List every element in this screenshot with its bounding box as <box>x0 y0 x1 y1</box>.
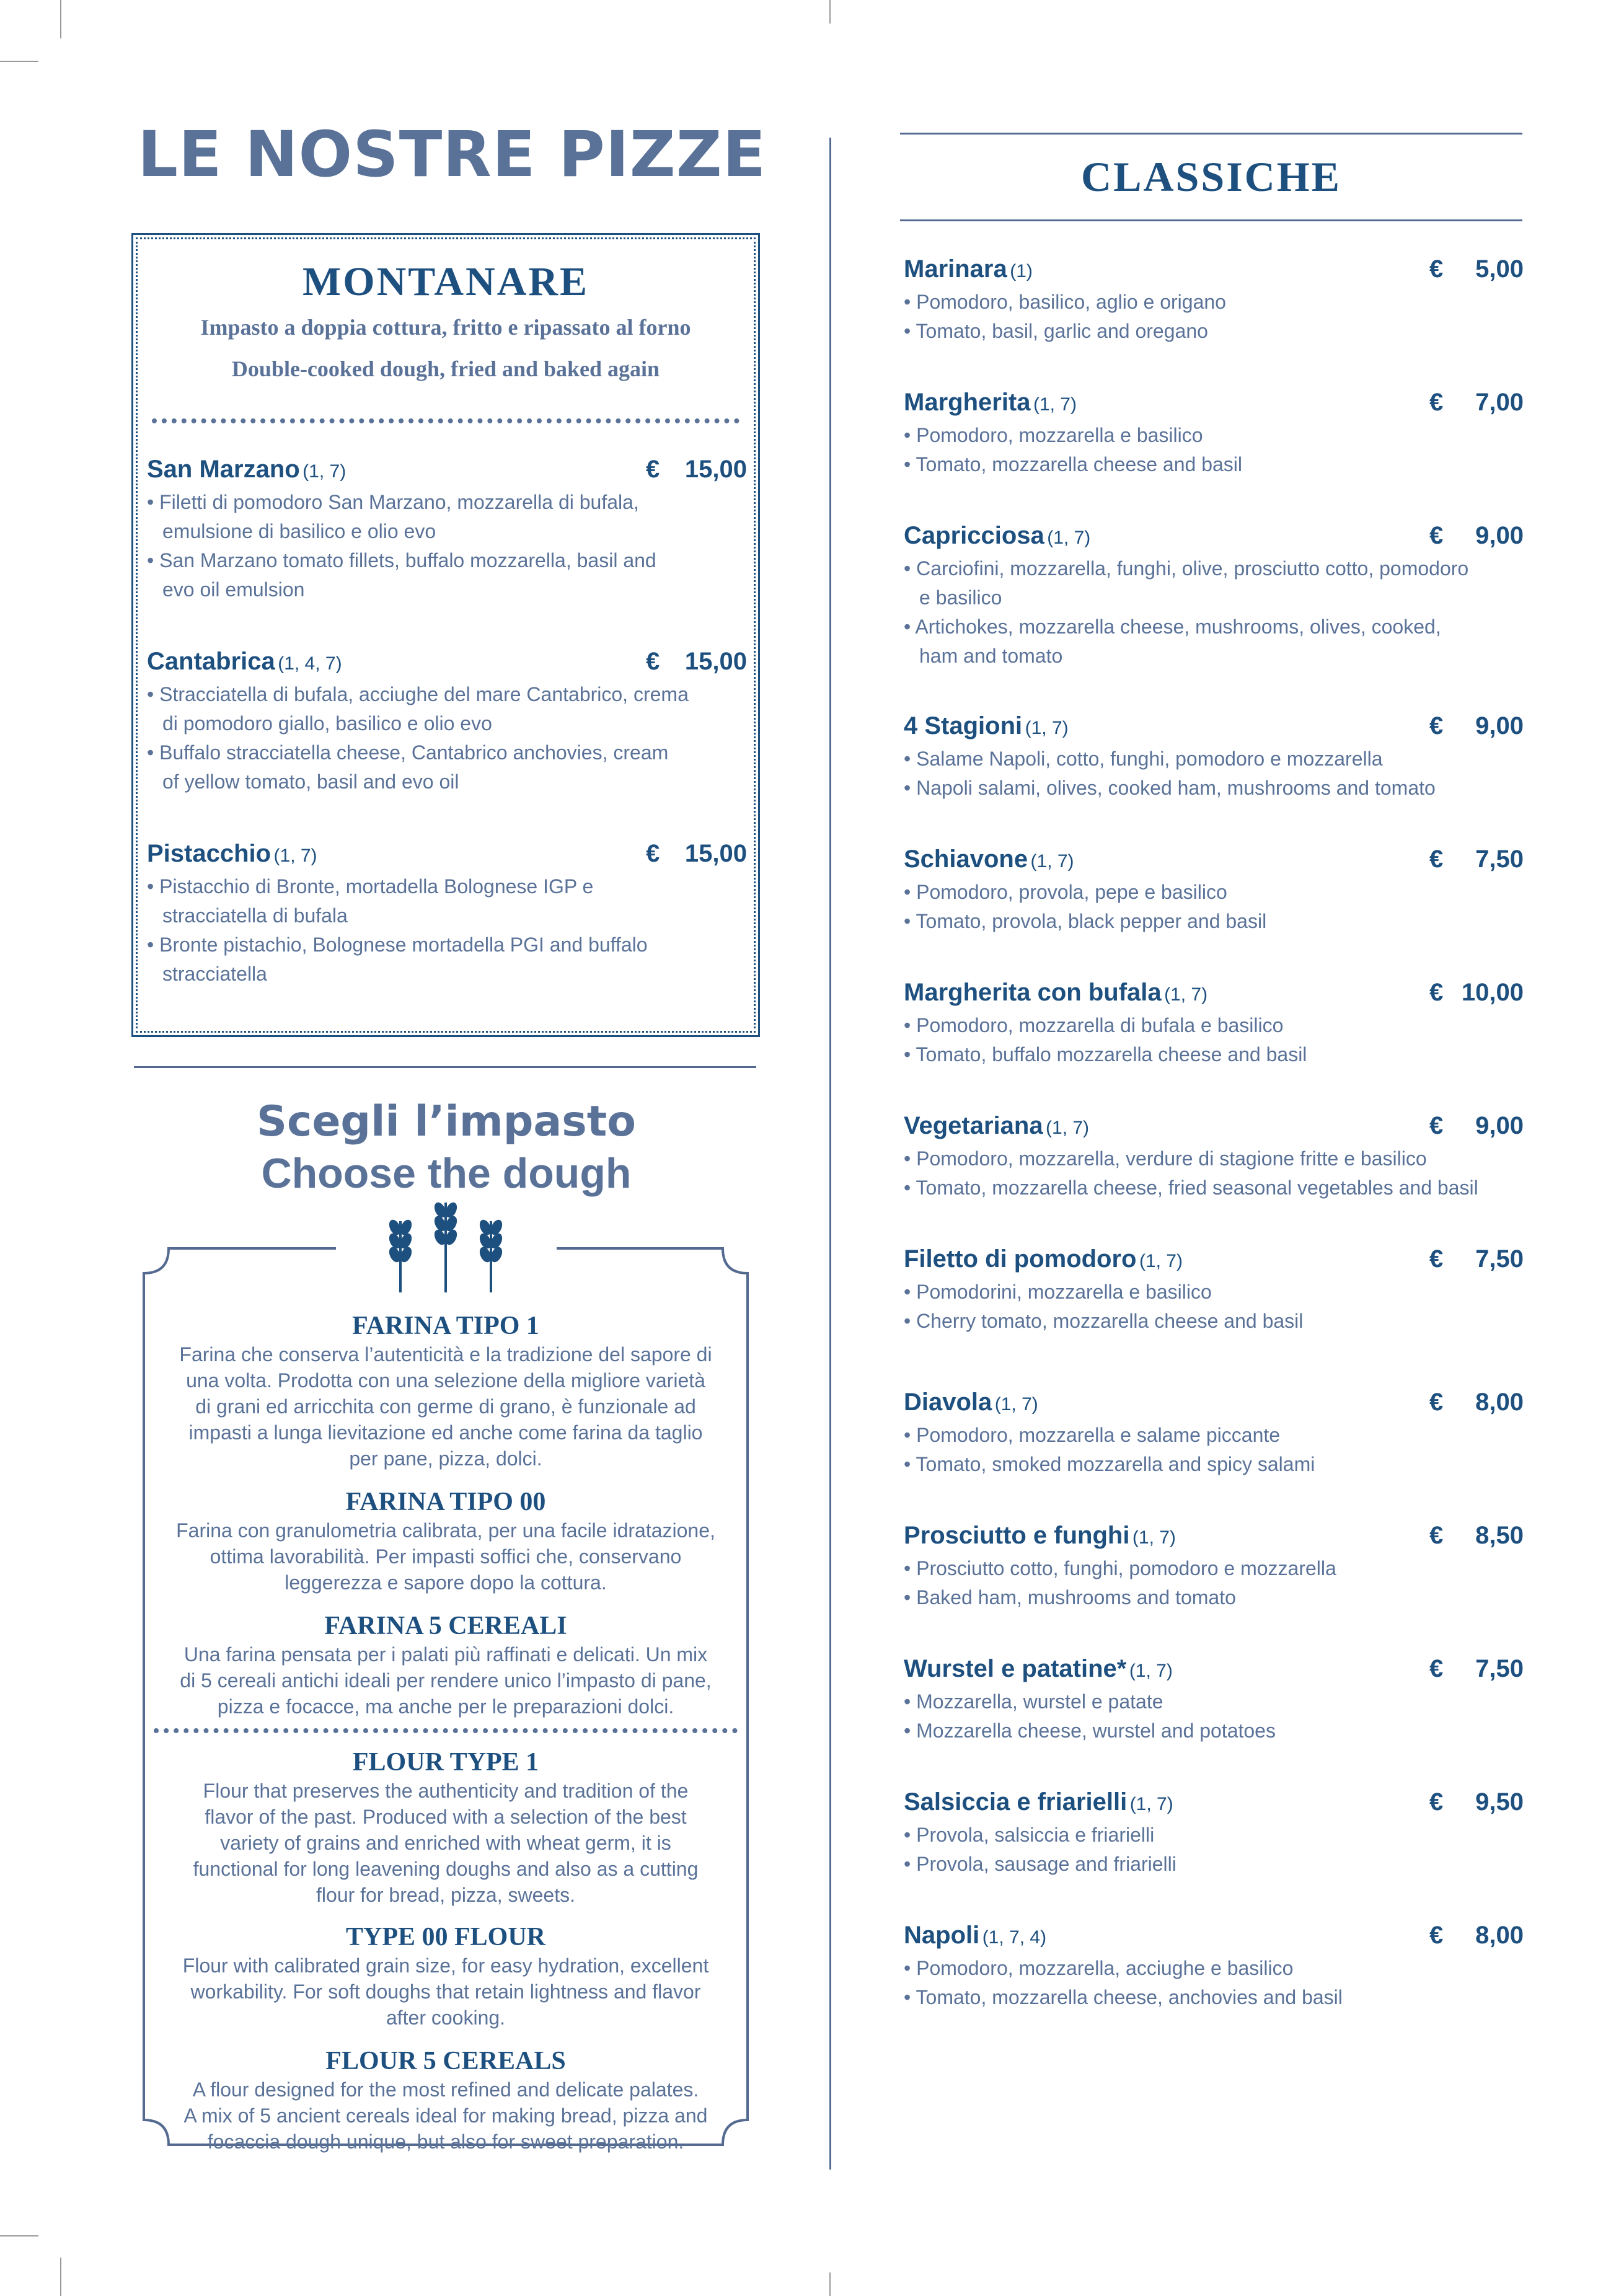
item-allergens: (1, 7) <box>273 846 317 866</box>
crop-mark <box>829 0 831 24</box>
desc-line: • Tomato, mozzarella cheese, fried seasonal vegetables and basil <box>904 1177 1478 1199</box>
item-description <box>147 872 747 989</box>
desc-line: • Provola, sausage and friarielli <box>904 1853 1176 1875</box>
item-price: 8,00 <box>1475 1922 1524 1949</box>
item-description <box>904 1144 1524 1203</box>
item-allergens: (1, 7) <box>994 1394 1038 1415</box>
item-currency: € <box>1429 979 1444 1006</box>
item-name: San Marzano <box>147 456 300 483</box>
horizontal-rule <box>900 219 1522 221</box>
flour-line: Flour that preserves the authenticity and tradition of the <box>203 1780 689 1802</box>
flour-line: di grani ed arricchita con germe di grano, è funzionale ad <box>195 1395 696 1418</box>
item-allergens: (1, 7) <box>1132 1527 1176 1548</box>
desc-line: • Tomato, provola, black pepper and basil <box>904 910 1267 932</box>
flour-line: functional for long leavening doughs and also as a cutting <box>193 1858 699 1880</box>
item-name: Diavola <box>904 1389 992 1416</box>
flour-line: variety of grains and enriched with wheat germ, it is <box>220 1832 671 1854</box>
item-price: 9,00 <box>1475 712 1524 740</box>
item-description <box>904 1421 1524 1479</box>
page-title: LE NOSTRE PIZZE <box>138 118 767 192</box>
menu-item <box>904 1788 1524 1879</box>
montanare-subtitle-it: Impasto a doppia cottura, fritto e ripassato al forno <box>200 315 691 340</box>
flour-title: FLOUR 5 CEREALS <box>325 2047 566 2075</box>
flour-line: impasti a lunga lievitazione ed anche come farina da taglio <box>188 1421 703 1444</box>
flour-line: per pane, pizza, dolci. <box>349 1447 542 1470</box>
flour-line: Flour with calibrated grain size, for easy hydration, excellent <box>182 1954 709 1977</box>
desc-line: ham and tomato <box>919 645 1063 667</box>
item-description <box>904 878 1524 936</box>
desc-line: di pomodoro giallo, basilico e olio evo <box>162 712 492 735</box>
dough-title-en: Choose the dough <box>261 1150 632 1197</box>
flour-line: after cooking. <box>386 2007 506 2029</box>
item-allergens: (1, 7) <box>302 461 347 482</box>
classiche-title: CLASSICHE <box>1080 153 1342 200</box>
item-price: 7,00 <box>1475 389 1524 416</box>
item-allergens: (1, 7) <box>1129 1661 1173 1681</box>
item-allergens: (1) <box>1010 261 1033 281</box>
crop-mark <box>60 2258 61 2296</box>
item-price: 9,00 <box>1475 1112 1524 1139</box>
item-price: 15,00 <box>684 648 747 675</box>
flour-title: FARINA TIPO 00 <box>345 1488 546 1516</box>
item-price: 15,00 <box>684 840 747 867</box>
desc-line: stracciatella di bufala <box>162 904 348 927</box>
flour-line: flavor of the past. Produced with a selection of the best <box>205 1806 687 1828</box>
desc-line: • Tomato, mozzarella cheese and basil <box>904 453 1243 475</box>
desc-line: • Tomato, buffalo mozzarella cheese and basil <box>904 1043 1307 1066</box>
desc-line: • Napoli salami, olives, cooked ham, mushrooms and tomato <box>904 777 1436 799</box>
crop-mark <box>0 61 38 62</box>
item-currency: € <box>1429 846 1444 873</box>
item-name: Prosciutto e funghi <box>904 1522 1130 1549</box>
desc-line: • Tomato, basil, garlic and oregano <box>904 320 1208 342</box>
desc-line: • Filetti di pomodoro San Marzano, mozzarella di bufala, <box>147 491 639 513</box>
dotted-separator <box>152 418 739 423</box>
item-name: Napoli <box>904 1922 980 1949</box>
desc-line: • Carciofini, mozzarella, funghi, olive, prosciutto cotto, pomodoro <box>904 557 1469 580</box>
item-allergens: (1, 7) <box>1164 984 1208 1005</box>
desc-line: e basilico <box>919 586 1002 609</box>
menu-item <box>147 456 747 604</box>
item-currency: € <box>646 456 660 483</box>
flour-line: Una farina pensata per i palati più raffinati e delicati. Un mix <box>183 1643 708 1666</box>
menu-item <box>904 255 1524 346</box>
desc-line: • Pomodoro, mozzarella di bufala e basilico <box>904 1014 1284 1036</box>
item-name: Margherita con bufala <box>904 979 1162 1006</box>
item-allergens: (1, 7) <box>1047 528 1091 548</box>
item-description <box>904 744 1524 803</box>
item-description <box>904 1954 1524 2012</box>
item-currency: € <box>1429 1522 1444 1549</box>
item-allergens: (1, 7) <box>1025 718 1069 738</box>
menu-item <box>904 522 1524 671</box>
item-price: 5,00 <box>1475 255 1524 283</box>
menu-item <box>904 1112 1524 1203</box>
item-allergens: (1, 7) <box>1139 1251 1183 1271</box>
desc-line: • Tomato, smoked mozzarella and spicy salami <box>904 1453 1315 1475</box>
item-currency: € <box>1429 1389 1444 1416</box>
desc-line: • Salame Napoli, cotto, funghi, pomodoro e mozzarella <box>904 748 1383 770</box>
desc-line: • San Marzano tomato fillets, buffalo mozzarella, basil and <box>147 549 656 572</box>
desc-line: of yellow tomato, basil and evo oil <box>162 770 459 793</box>
item-description <box>904 1011 1524 1069</box>
item-currency: € <box>1429 712 1444 740</box>
item-currency: € <box>1429 1112 1444 1139</box>
item-currency: € <box>1429 1788 1444 1816</box>
menu-item <box>904 846 1524 936</box>
desc-line: stracciatella <box>162 963 267 985</box>
desc-line: • Mozzarella cheese, wurstel and potatoes <box>904 1720 1276 1742</box>
item-allergens: (1, 4, 7) <box>278 653 342 674</box>
desc-line: emulsione di basilico e olio evo <box>162 520 436 542</box>
flour-line: A flour designed for the most refined and delicate palates. <box>192 2078 699 2101</box>
item-allergens: (1, 7) <box>1046 1118 1090 1138</box>
flour-section <box>154 1310 738 1472</box>
flour-line: Farina con granulometria calibrata, per una facile idratazione, <box>176 1519 715 1542</box>
flour-title: TYPE 00 FLOUR <box>345 1923 545 1951</box>
flour-line: pizza e focacce, ma anche per le preparazioni dolci. <box>217 1695 674 1718</box>
item-name: Margherita <box>904 389 1031 416</box>
desc-line: • Pomodoro, mozzarella, verdure di stagione fritte e basilico <box>904 1147 1427 1170</box>
menu-item <box>904 1245 1524 1336</box>
menu-item <box>904 979 1524 1069</box>
montanare-subtitle-en: Double-cooked dough, fried and baked again <box>231 356 660 381</box>
flour-title: FLOUR TYPE 1 <box>352 1748 539 1777</box>
item-currency: € <box>1429 522 1444 549</box>
desc-line: • Artichokes, mozzarella cheese, mushrooms, olives, cooked, <box>904 616 1441 638</box>
desc-line: • Pistacchio di Bronte, mortadella Bolognese IGP e <box>147 875 594 898</box>
montanare-title: MONTANARE <box>302 259 589 304</box>
flour-line: flour for bread, pizza, sweets. <box>316 1884 575 1906</box>
flour-line: Farina che conserva l’autenticità e la tradizione del sapore di <box>179 1343 712 1366</box>
desc-line: • Provola, salsiccia e friarielli <box>904 1824 1155 1846</box>
item-name: Capricciosa <box>904 522 1044 549</box>
item-price: 7,50 <box>1475 846 1524 873</box>
menu-item <box>147 840 747 989</box>
menu-item <box>904 1522 1524 1612</box>
flour-section <box>154 1610 738 1720</box>
crop-mark <box>829 2272 831 2296</box>
desc-line: • Pomodorini, mozzarella e basilico <box>904 1281 1212 1303</box>
item-description <box>147 680 747 797</box>
item-price: 10,00 <box>1461 979 1524 1006</box>
column-divider <box>829 138 831 2170</box>
desc-line: • Pomodoro, mozzarella e basilico <box>904 424 1203 446</box>
crop-mark <box>0 2235 38 2236</box>
item-price: 15,00 <box>684 456 747 483</box>
item-allergens: (1, 7) <box>1129 1794 1173 1814</box>
flour-line: una volta. Prodotta con una selezione della migliore varietà <box>186 1369 705 1392</box>
flour-line: focaccia dough unique, but also for sweet preparation. <box>207 2130 684 2153</box>
item-name: Salsiccia e friarielli <box>904 1788 1128 1816</box>
desc-line: • Pomodoro, provola, pepe e basilico <box>904 881 1227 903</box>
flour-line: leggerezza e sapore dopo la cottura. <box>285 1571 607 1594</box>
item-name: Cantabrica <box>147 648 275 675</box>
item-currency: € <box>646 648 660 675</box>
flour-section <box>154 2046 738 2155</box>
horizontal-rule <box>134 1066 756 1068</box>
item-description <box>904 1554 1524 1612</box>
menu-item <box>147 648 747 797</box>
item-price: 9,50 <box>1475 1788 1524 1816</box>
menu-item <box>904 389 1524 479</box>
flour-line: di 5 cereali antichi ideali per rendere unico l’impasto di pane, <box>180 1669 712 1692</box>
horizontal-rule <box>900 133 1522 135</box>
item-currency: € <box>646 840 660 867</box>
desc-line: • Stracciatella di bufala, acciughe del mare Cantabrico, crema <box>147 683 689 705</box>
flour-line: ottima lavorabilità. Per impasti soffici che, conservano <box>210 1545 682 1568</box>
item-description <box>904 421 1524 479</box>
item-price: 8,50 <box>1475 1522 1524 1549</box>
item-description <box>904 1821 1524 1879</box>
crop-mark <box>60 0 61 38</box>
item-currency: € <box>1429 1922 1444 1949</box>
menu-item <box>904 1389 1524 1479</box>
item-name: Pistacchio <box>147 840 271 867</box>
flour-line: A mix of 5 ancient cereals ideal for making bread, pizza and <box>183 2104 708 2127</box>
item-description <box>904 554 1524 671</box>
flour-section <box>154 1486 738 1596</box>
item-price: 7,50 <box>1475 1245 1524 1273</box>
desc-line: • Tomato, mozzarella cheese, anchovies and basil <box>904 1986 1343 2008</box>
item-description <box>904 1278 1524 1336</box>
item-description <box>904 1687 1524 1746</box>
item-price: 8,00 <box>1475 1389 1524 1416</box>
item-currency: € <box>1429 1655 1444 1682</box>
item-price: 9,00 <box>1475 522 1524 549</box>
item-name: Marinara <box>904 255 1007 283</box>
flour-section <box>154 1747 738 1908</box>
desc-line: • Pomodoro, mozzarella e salame piccante <box>904 1424 1281 1446</box>
desc-line: • Pomodoro, basilico, aglio e origano <box>904 291 1226 313</box>
menu-item <box>904 1655 1524 1746</box>
dough-title-it: Scegli l’impasto <box>257 1097 636 1146</box>
item-description <box>147 488 747 604</box>
flour-title: FARINA 5 CEREALI <box>324 1612 567 1640</box>
flour-line: workability. For soft doughs that retain lightness and flavor <box>190 1980 701 2003</box>
montanare-box <box>131 233 760 1037</box>
item-name: Schiavone <box>904 846 1028 873</box>
item-name: Filetto di pomodoro <box>904 1245 1137 1273</box>
desc-line: • Buffalo stracciatella cheese, Cantabrico anchovies, cream <box>147 741 669 764</box>
menu-item <box>904 1922 1524 2012</box>
desc-line: • Cherry tomato, mozzarella cheese and basil <box>904 1310 1304 1332</box>
desc-line: • Prosciutto cotto, funghi, pomodoro e mozzarella <box>904 1557 1336 1579</box>
item-name: Wurstel e patatine* <box>904 1655 1127 1682</box>
flour-section <box>154 1922 738 2031</box>
desc-line: • Mozzarella, wurstel e patate <box>904 1690 1163 1713</box>
item-name: Vegetariana <box>904 1112 1043 1139</box>
item-currency: € <box>1429 389 1444 416</box>
menu-item <box>904 712 1524 803</box>
wheat-icon <box>376 1196 516 1296</box>
item-allergens: (1, 7, 4) <box>982 1927 1047 1948</box>
desc-line: • Bronte pistachio, Bolognese mortadella PGI and buffalo <box>147 934 648 956</box>
desc-line: evo oil emulsion <box>162 578 305 601</box>
desc-line: • Baked ham, mushrooms and tomato <box>904 1586 1236 1609</box>
item-currency: € <box>1429 255 1444 283</box>
item-allergens: (1, 7) <box>1030 851 1074 872</box>
flour-title: FARINA TIPO 1 <box>352 1312 539 1340</box>
item-currency: € <box>1429 1245 1444 1273</box>
item-name: 4 Stagioni <box>904 712 1023 740</box>
item-allergens: (1, 7) <box>1033 394 1077 415</box>
item-price: 7,50 <box>1475 1655 1524 1682</box>
dotted-separator <box>154 1728 738 1733</box>
item-description <box>904 288 1524 346</box>
desc-line: • Pomodoro, mozzarella, acciughe e basilico <box>904 1957 1294 1979</box>
